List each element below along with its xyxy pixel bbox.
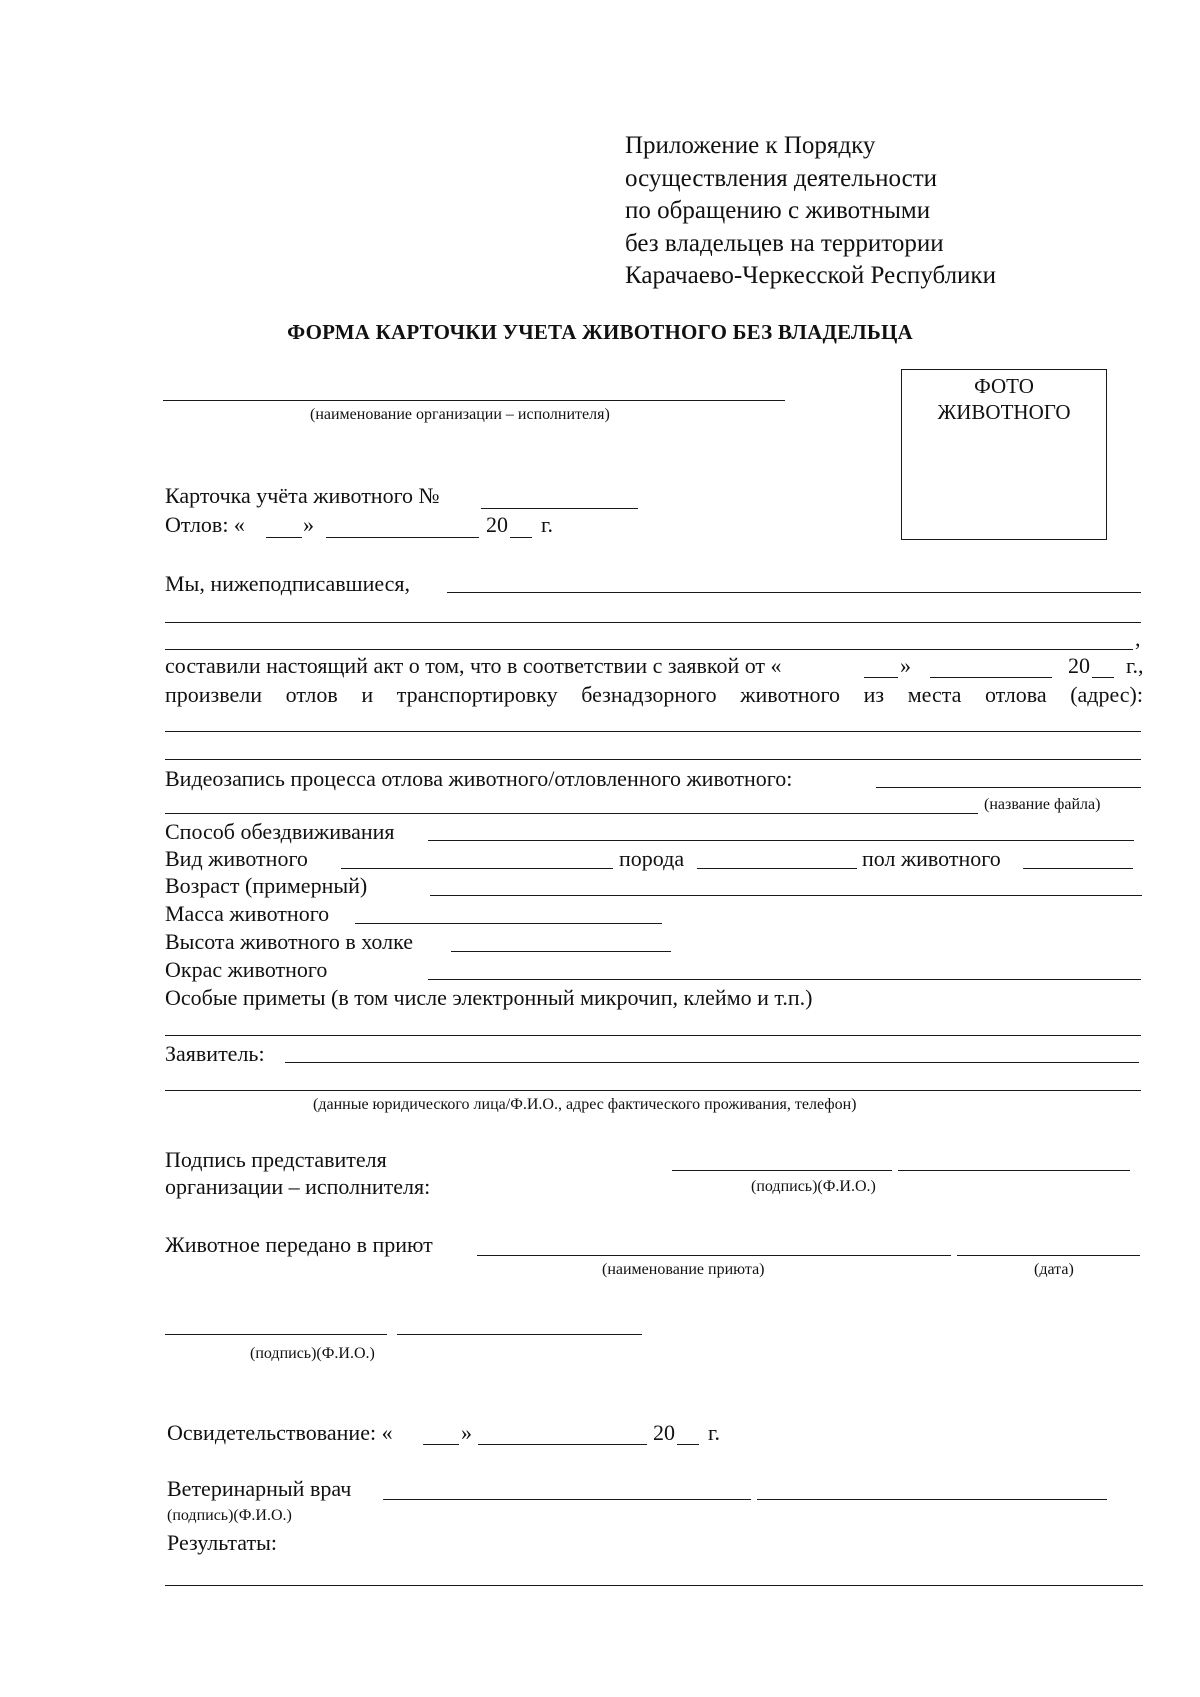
color-field[interactable] [428,979,1141,980]
capture-year-suffix: г. [541,512,554,537]
sex-field[interactable] [1023,868,1133,869]
vet-signature-field[interactable] [383,1499,751,1500]
immobilization-field[interactable] [428,840,1134,841]
video-file-name-field[interactable] [165,813,978,814]
vet-label: Ветеринарный врач [167,1476,352,1501]
results-label: Результаты: [167,1530,277,1555]
mass-field[interactable] [355,923,662,924]
capture-address-field[interactable] [165,731,1141,732]
applicant-field-line-2[interactable] [165,1090,1141,1091]
capture-month-field[interactable] [326,537,479,538]
breed-field[interactable] [697,868,857,869]
height-label: Высота животного в холке [165,929,414,954]
photo-label: ФОТО [974,374,1034,398]
special-marks-label: Особые приметы (в том числе электронный микрочип, клеймо и т.п.) [165,985,813,1010]
video-label: Видеозапись процесса отлова животного/отловленного животного: [165,766,793,791]
age-label: Возраст (примерный) [165,873,368,898]
examination-year-field[interactable] [677,1444,699,1445]
shelter-caption: (наименование приюта) [602,1261,765,1278]
capture-date-label: Отлов: « [165,512,245,537]
signature-caption: (подпись)(Ф.И.О.) [751,1178,876,1195]
species-field[interactable] [341,868,613,869]
act-text: составили настоящий акт о том, что в соответствии с заявкой от « [165,653,782,678]
vet-caption: (подпись)(Ф.И.О.) [167,1507,292,1524]
capture-date-close-quote: » [303,512,314,537]
date-caption: (дата) [1034,1261,1074,1278]
transfer-signature-field[interactable] [165,1334,387,1335]
video-field[interactable] [876,787,1141,788]
examination-month-field[interactable] [478,1444,647,1445]
age-field[interactable] [430,895,1142,896]
representative-label-line-2: организации – исполнителя: [165,1174,431,1199]
capture-year-prefix: 20 [486,512,508,537]
special-marks-field[interactable] [165,1035,1141,1036]
applicant-field[interactable] [285,1062,1139,1063]
transfer-name-field[interactable] [397,1334,642,1335]
species-label: Вид животного [165,846,308,871]
shelter-name-field[interactable] [477,1255,951,1256]
appendix-block [625,130,996,293]
undersigned-field-line-3[interactable] [165,649,1133,650]
file-name-caption: (название файла) [984,796,1101,813]
breed-label: порода [619,846,685,871]
photo-box[interactable] [901,369,1107,540]
undersigned-label: Мы, нижеподписавшиеся, [165,571,411,596]
undersigned-field-line-2[interactable] [165,622,1141,623]
capture-address-field-line-2[interactable] [165,759,1141,760]
shelter-label: Животное передано в приют [165,1232,433,1257]
act-year-prefix: 20 [1068,653,1090,678]
organization-caption: (наименование организации – исполнителя) [310,406,610,423]
card-number-label: Карточка учёта животного № [165,483,440,508]
act-close-quote: » [900,653,911,678]
appendix-line: Приложение к Порядку [625,132,876,159]
request-month-field[interactable] [930,677,1052,678]
examination-label: Освидетельствование: « [167,1420,393,1445]
organization-field[interactable] [163,400,785,401]
immobilization-label: Способ обездвиживания [165,819,395,844]
capture-year-field[interactable] [510,537,532,538]
undersigned-field[interactable] [447,592,1141,593]
examination-year-suffix: г. [708,1420,721,1445]
results-field[interactable] [165,1585,1143,1586]
request-day-field[interactable] [864,677,898,678]
sex-label: пол животного [862,846,1001,871]
examination-year-prefix: 20 [653,1420,675,1445]
signature-caption-2: (подпись)(Ф.И.О.) [250,1345,375,1362]
request-year-field[interactable] [1092,677,1114,678]
appendix-line: Карачаево-Черкесской Республики [625,262,996,289]
representative-signature-field[interactable] [672,1170,892,1171]
capture-day-field[interactable] [266,537,302,538]
appendix-line: осуществления деятельности [625,164,938,192]
photo-label: ЖИВОТНОГО [937,400,1071,424]
height-field[interactable] [451,951,671,952]
mass-label: Масса животного [165,901,330,926]
color-label: Окрас животного [165,957,328,982]
vet-name-field[interactable] [757,1499,1107,1500]
form-title: ФОРМА КАРТОЧКИ УЧЕТА ЖИВОТНОГО БЕЗ ВЛАДЕЛЬЦА [287,320,913,344]
appendix-line: без владельцев на территории [625,229,944,257]
comma: , [1135,626,1141,651]
representative-name-field[interactable] [898,1170,1130,1171]
representative-label: Подпись представителя [165,1147,387,1172]
transport-text: произвели отлов и транспортировку безнадзорного животного из места отлова (адрес): [165,682,1143,707]
examination-day-field[interactable] [423,1444,459,1445]
card-number-field[interactable] [481,508,638,509]
applicant-label: Заявитель: [165,1041,265,1066]
shelter-date-field[interactable] [957,1255,1140,1256]
appendix-line: по обращению с животными [625,197,931,224]
examination-close-quote: » [461,1420,472,1445]
act-year-suffix: г., [1126,653,1144,678]
applicant-caption: (данные юридического лица/Ф.И.О., адрес фактического проживания, телефон) [313,1096,857,1113]
